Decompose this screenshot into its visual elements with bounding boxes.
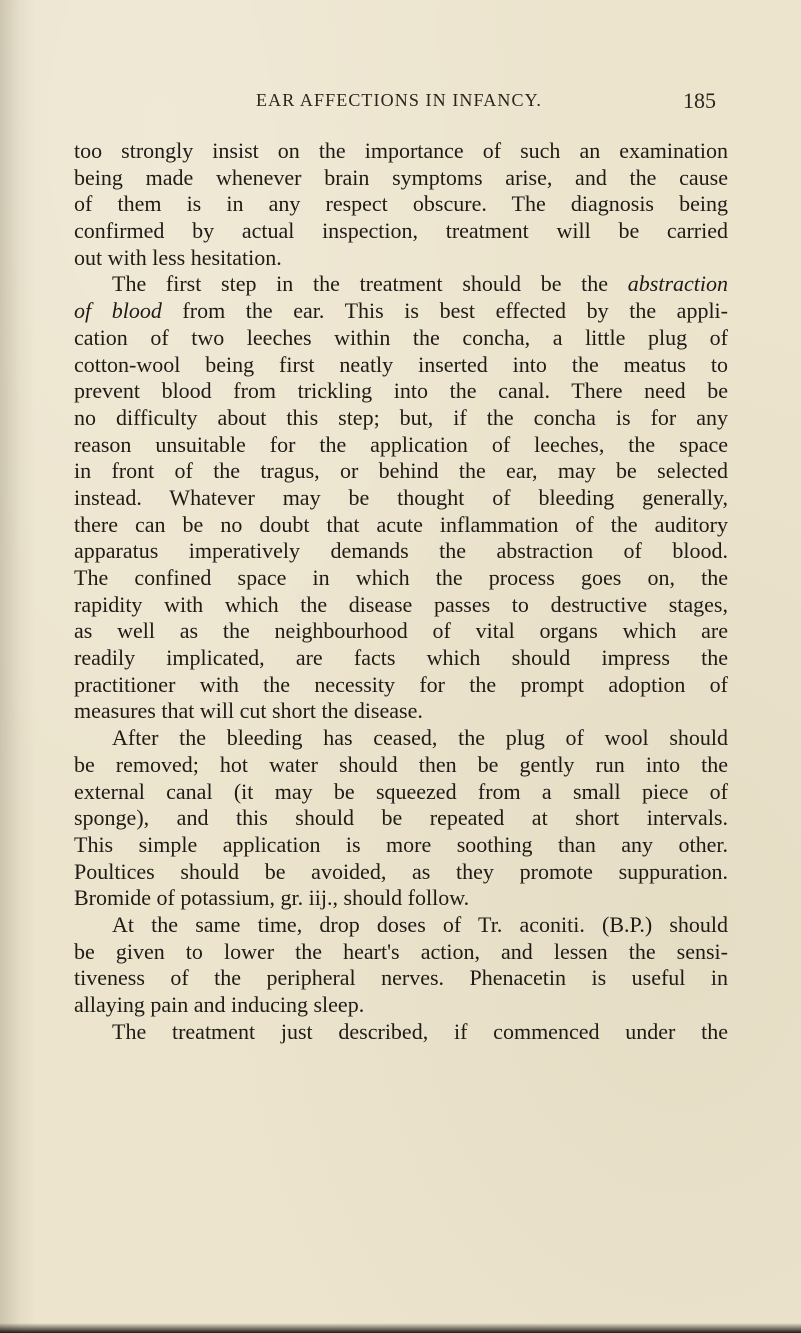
running-head: EAR AFFECTIONS IN INFANCY. (256, 90, 542, 110)
text-line: no difficulty about this step; but, if the concha is for any (74, 404, 728, 430)
text-line: there can be no doubt that acute inflammation of the auditory (74, 511, 728, 537)
text-line: This simple application is more soothing than any other. (74, 831, 728, 857)
text-line: The confined space in which the process goes on, the (74, 565, 728, 590)
text-line: instead. Whatever may be thought of bleeding generally, (74, 484, 728, 510)
text-line: be removed; hot water should then be gently run into the (74, 751, 728, 777)
text-line: Bromide of potassium, gr. iij., should follow. (74, 885, 470, 911)
text-line: readily implicated, are facts which should impress the (74, 645, 728, 671)
emphasis-text: of blood (74, 298, 162, 324)
text-line: confirmed by actual inspection, treatment will be carried (74, 218, 728, 244)
text-line: After the bleeding has ceased, the plug of wool should (112, 725, 728, 751)
text-line: allaying pain and inducing sleep. (74, 992, 365, 1017)
text-line: measures that will cut short the disease. (74, 698, 423, 724)
text-line: be given to lower the heart's action, and lessen the sensi- (74, 938, 728, 964)
text-line: reason unsuitable for the application of leeches, the space (74, 431, 728, 457)
page-number: 185 (683, 88, 716, 113)
text-line: as well as the neighbourhood of vital organs which are (74, 618, 728, 644)
text-segment: from the ear. This is best effected by the appli- (182, 298, 728, 324)
text-line: Poultices should be avoided, as they promote suppuration. (74, 858, 728, 884)
text-line: in front of the tragus, or behind the ear, may be selected (74, 458, 728, 484)
text-line: The treatment just described, if commenced under the (112, 1018, 728, 1044)
emphasis-text: abstraction (627, 271, 728, 297)
text-line: cotton-wool being first neatly inserted into the meatus to (74, 351, 728, 377)
text-line-with-emphasis (74, 271, 728, 298)
text-line-with-emphasis (74, 298, 728, 325)
gutter-shadow (0, 0, 36, 1333)
text-line: cation of two leeches within the concha, a little plug of (74, 324, 728, 350)
text-line: sponge), and this should be repeated at short intervals. (74, 805, 728, 831)
body-text (74, 138, 728, 1045)
text-line: practitioner with the necessity for the prompt adoption of (74, 671, 728, 697)
text-line: external canal (it may be squeezed from a small piece of (74, 778, 728, 804)
text-line: out with less hesitation. (74, 244, 282, 270)
text-line: apparatus imperatively demands the abstraction of blood. (74, 538, 728, 564)
text-line: At the same time, drop doses of Tr. aconiti. (B.P.) should (112, 911, 728, 937)
text-line: prevent blood from trickling into the canal. There need be (74, 378, 728, 404)
page-bottom-edge (0, 1323, 801, 1333)
page-header (0, 90, 801, 116)
text-line: too strongly insist on the importance of such an examination (74, 138, 728, 163)
text-line: tiveness of the peripheral nerves. Phenacetin is useful in (74, 965, 728, 991)
text-line: of them is in any respect obscure. The diagnosis being (74, 191, 728, 217)
text-line: rapidity with which the disease passes to destructive stages, (74, 591, 728, 617)
text-segment: The first step in the treatment should be the (112, 271, 609, 297)
text-line: being made whenever brain symptoms arise, and the cause (74, 164, 728, 190)
